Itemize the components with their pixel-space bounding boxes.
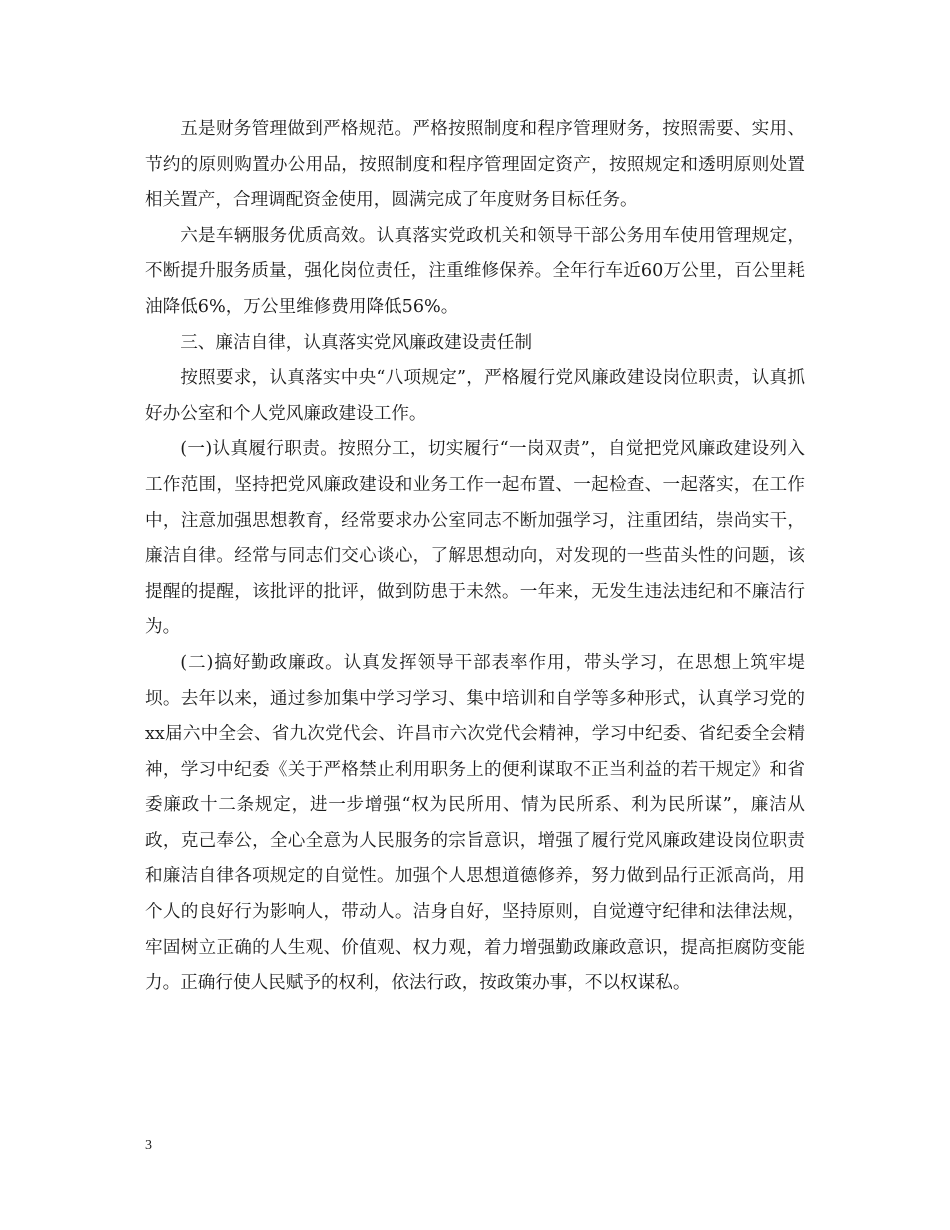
paragraph-vehicle-service: 六是车辆服务优质高效。认真落实党政机关和领导干部公务用车使用管理规定，不断提升服务质量，强化岗位责任，注重维修保养。全年行车近60万公里，百公里耗油降低6%，万公里维修费用降低56%。 [145,225,805,317]
paragraph-finance-management: 五是财务管理做到严格规范。严格按照制度和程序管理财务，按照需要、实用、节约的原则购置办公用品，按照制度和程序管理固定资产，按照规定和透明原则处置相关置产，合理调配资金使用，圆满完成了年度财务目标任务。 [145,119,805,211]
paragraph-requirements: 按照要求，认真落实中央“八项规定”，严格履行党风廉政建设岗位职责，认真抓好办公室和个人党风廉政建设工作。 [145,368,805,424]
paragraph-diligence: (二)搞好勤政廉政。认真发挥领导干部表率作用，带头学习，在思想上筑牢堤坝。去年以来，通过参加集中学习学习、集中培训和自学等多种形式，认真学习党的xx届六中全会、省九次党代会、许昌市六次党代会精神，学习中纪委、省纪委全会精神，学习中纪委《关于严格禁止利用职务上的便利谋取不正当利益的若干规定》和省委廉政十二条规定，进一步增强“权为民所用、情为民所系、利为民所谋”，廉洁从政，克己奉公，全心全意为人民服务的宗旨意识，增强了履行党风廉政建设岗位职责和廉洁自律各项规定的自觉性。加强个人思想道德修养，努力做到品行正派高尚，用个人的良好行为影响人，带动人。洁身自好，坚持原则，自觉遵守纪律和法律法规，牢固树立正确的人生观、价值观、权力观，着力增强勤政廉政意识，提高拒腐防变能力。正确行使人民赋予的权利，依法行政，按政策办事，不以权谋私。 [145,652,805,994]
document-body [145,112,805,1002]
paragraph-duties: (一)认真履行职责。按照分工，切实履行“一岗双责”，自觉把党风廉政建设列入工作范围，坚持把党风廉政建设和业务工作一起布置、一起检查、一起落实，在工作中，注意加强思想教育，经常要求办公室同志不断加强学习，注重团结，崇尚实干，廉洁自律。经常与同志们交心谈心，了解思想动向，对发现的一些苗头性的问题，该提醒的提醒，该批评的批评，做到防患于未然。一年来，无发生违法违纪和不廉洁行为。 [145,439,805,638]
page-number: 3 [145,1138,152,1153]
section-heading-integrity: 三、廉洁自律，认真落实党风廉政建设责任制 [180,332,533,353]
